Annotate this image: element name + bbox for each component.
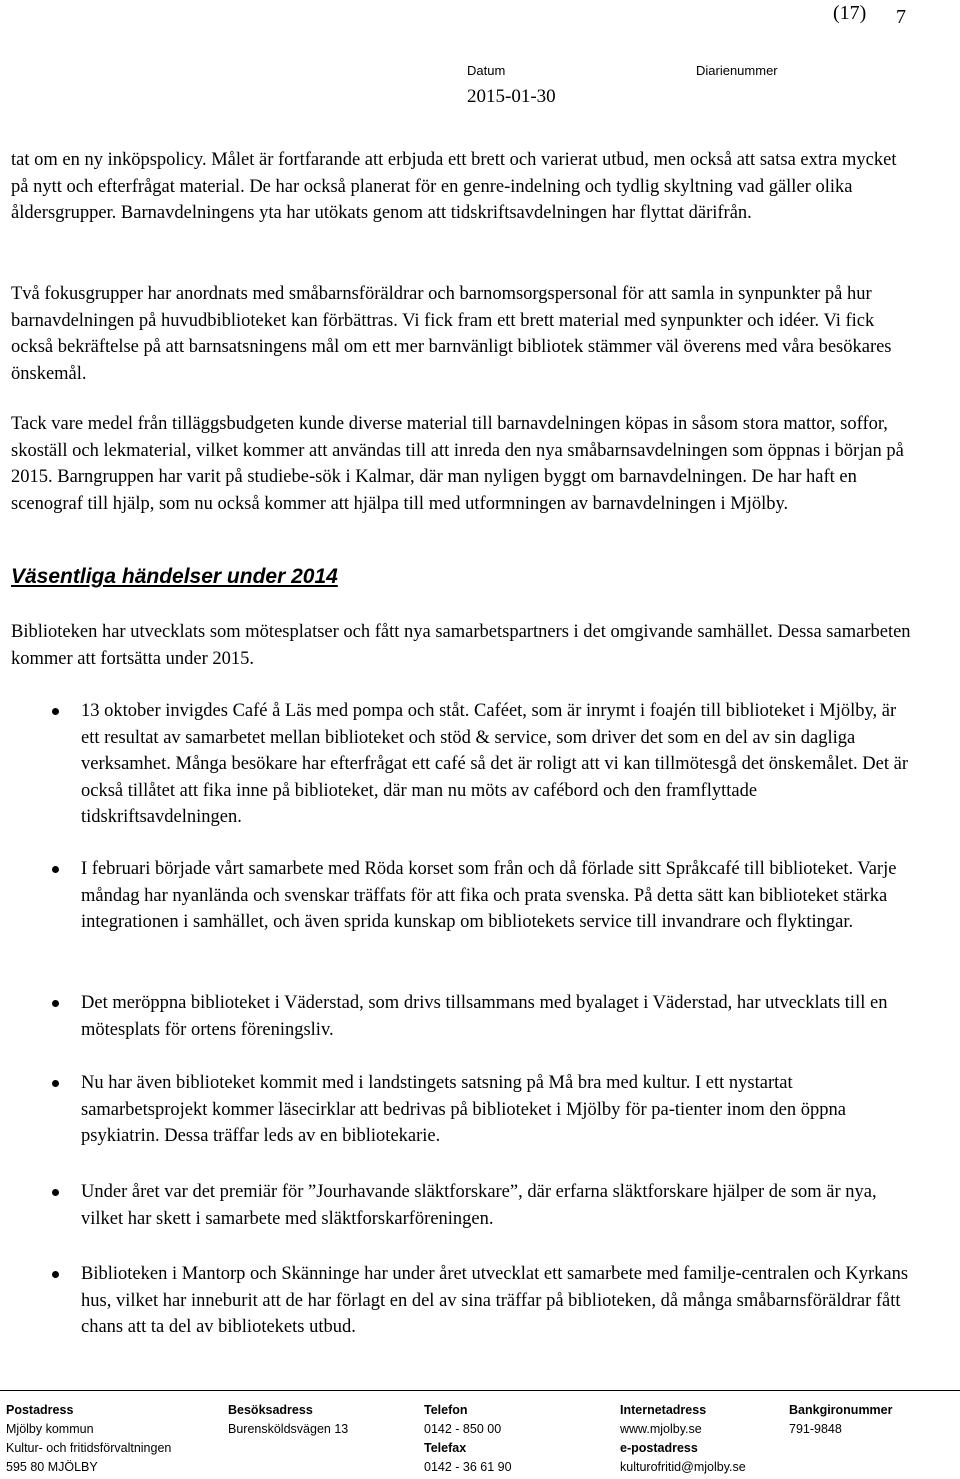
footer-postadress — [6, 1401, 171, 1477]
bullet-text: Det meröppna biblioteket i Väderstad, som drivs tillsammans med byalaget i Väderstad, har utvecklats till en mötesplats för ortens föreningsliv. — [81, 993, 888, 1040]
bullet-text: 13 oktober invigdes Café å Läs med pompa och ståt. Caféet, som är inrymt i foajén till biblioteket i Mjölby, är ett resultat av samarbetet mellan biblioteket och stöd & service, som driver det som en del av sin dagliga verksamhet. Många besökare har efterfrågat ett café så det är roligt att vi kan tillmötesgå det önskemålet. Det är också tillåtet att fika inne på biblioteket, där man nu möts av cafébord och den framflyttade tidskriftsavdelningen. — [81, 701, 909, 827]
datum-value: 2015-01-30 — [467, 86, 556, 107]
bullet-icon — [52, 1189, 59, 1196]
postadress-line-2: Kultur- och fritidsförvaltningen — [6, 1441, 172, 1455]
page-count: (17) — [833, 2, 867, 24]
bullet-text: Under året var det premiär för ”Jourhavande släktforskare”, där erfarna släktforskare hjälper de som är nya, vilket har skett i samarbete med släktforskarföreningen. — [81, 1182, 877, 1229]
bullet-icon — [52, 1000, 59, 1007]
section-heading: Väsentliga händelser under 2014 — [11, 565, 338, 588]
epost-link[interactable]: kulturofritid@mjolby.se — [620, 1460, 746, 1474]
bullet-icon — [52, 866, 59, 873]
telefon-label: Telefon — [424, 1403, 468, 1417]
epost-label: e-postadress — [620, 1441, 698, 1455]
paragraph-3: Tack vare medel från tilläggsbudgeten kunde diverse material till barnavdelningen köpas in såsom stora mattor, soffor, skoställ och lekmaterial, vilket kommer att användas till att inreda den nya småbarnsavdelningen som öppnas i början på 2015. Barngruppen har varit på studiebe-sök i Kalmar, där man nyligen byggt om barnavdelningen. De har haft en scenograf till hjälp, som nu också kommer att hjälpa till med utformningen av barnavdelningen i Mjölby. — [11, 414, 904, 514]
bankgiro-label: Bankgironummer — [789, 1403, 893, 1417]
bullet-text: Nu har även biblioteket kommit med i landstingets satsning på Må bra med kultur. I ett nystartat samarbetsprojekt kommer läsecirklar att bedrivas på biblioteket i Mjölby för pa-tienter inom den öppna psykiatrin. Dessa träffar leds av en bibliotekarie. — [81, 1073, 846, 1146]
bankgiro-value: 791-9848 — [789, 1422, 842, 1436]
footer-bankgiro — [789, 1401, 893, 1439]
besoksadress-label: Besöksadress — [228, 1403, 313, 1417]
paragraph-1: tat om en ny inköpspolicy. Målet är fortfarande att erbjuda ett brett och varierat utbud, men också att satsa extra mycket på nytt och efterfrågat material. De har också planerat för en genre-indelning och tydlig skyltning vad gäller olika åldersgrupper. Barnavdelningens yta har utökats genom att tidskriftsavdelningen har flyttat därifrån. — [11, 150, 897, 223]
internetadress-link[interactable]: www.mjolby.se — [620, 1422, 702, 1436]
telefax-label: Telefax — [424, 1441, 467, 1455]
besoksadress-value: Burensköldsvägen 13 — [228, 1422, 349, 1436]
bullet-text: Biblioteken i Mantorp och Skänninge har under året utvecklat ett samarbete med familje-centralen och Kyrkans hus, vilket har inneburit att de har förlagt en del av sina träffar på biblioteken, då många småbarnsföräldrar fått chans att ta del av bibliotekets utbud. — [81, 1264, 909, 1337]
paragraph-4: Biblioteken har utvecklats som mötesplatser och fått nya samarbetspartners i det omgivande samhället. Dessa samarbeten kommer att fortsätta under 2015. — [11, 622, 911, 669]
footer-besoksadress — [228, 1401, 348, 1439]
diarienummer-label: Diarienummer — [696, 63, 778, 78]
postadress-label: Postadress — [6, 1403, 74, 1417]
bullet-icon — [52, 1271, 59, 1278]
telefon-value: 0142 - 850 00 — [424, 1422, 502, 1436]
datum-label: Datum — [467, 63, 506, 78]
bullet-text: I februari började vårt samarbete med Röda korset som från och då förlade sitt Språkcafé till biblioteket. Varje måndag har nyanlända och svenskar träffats för att fika och prata svenska. På detta sätt kan biblioteket stärka integrationen i samhället, och även sprida kunskap om bibliotekets service till invandrare och flyktingar. — [81, 859, 897, 932]
telefax-value: 0142 - 36 61 90 — [424, 1460, 512, 1474]
bullet-icon — [52, 1080, 59, 1087]
postadress-line-3: 595 80 MJÖLBY — [6, 1460, 98, 1474]
footer — [0, 1390, 960, 1474]
paragraph-2: Två fokusgrupper har anordnats med småbarnsföräldrar och barnomsorgspersonal för att samla in synpunkter på hur barnavdelningen på huvudbiblioteket kan förbättras. Vi fick fram ett brett material med synpunkter och idéer. Vi fick också bekräftelse på att barnsatsningens mål om ett mer barnvänligt bibliotek stämmer väl överens med våra besökares önskemål. — [11, 284, 892, 384]
page-number: 7 — [896, 6, 906, 28]
footer-telefon — [424, 1401, 512, 1477]
footer-internet — [620, 1401, 746, 1477]
internetadress-label: Internetadress — [620, 1403, 707, 1417]
postadress-line-1: Mjölby kommun — [6, 1422, 94, 1436]
bullet-icon — [52, 708, 59, 715]
